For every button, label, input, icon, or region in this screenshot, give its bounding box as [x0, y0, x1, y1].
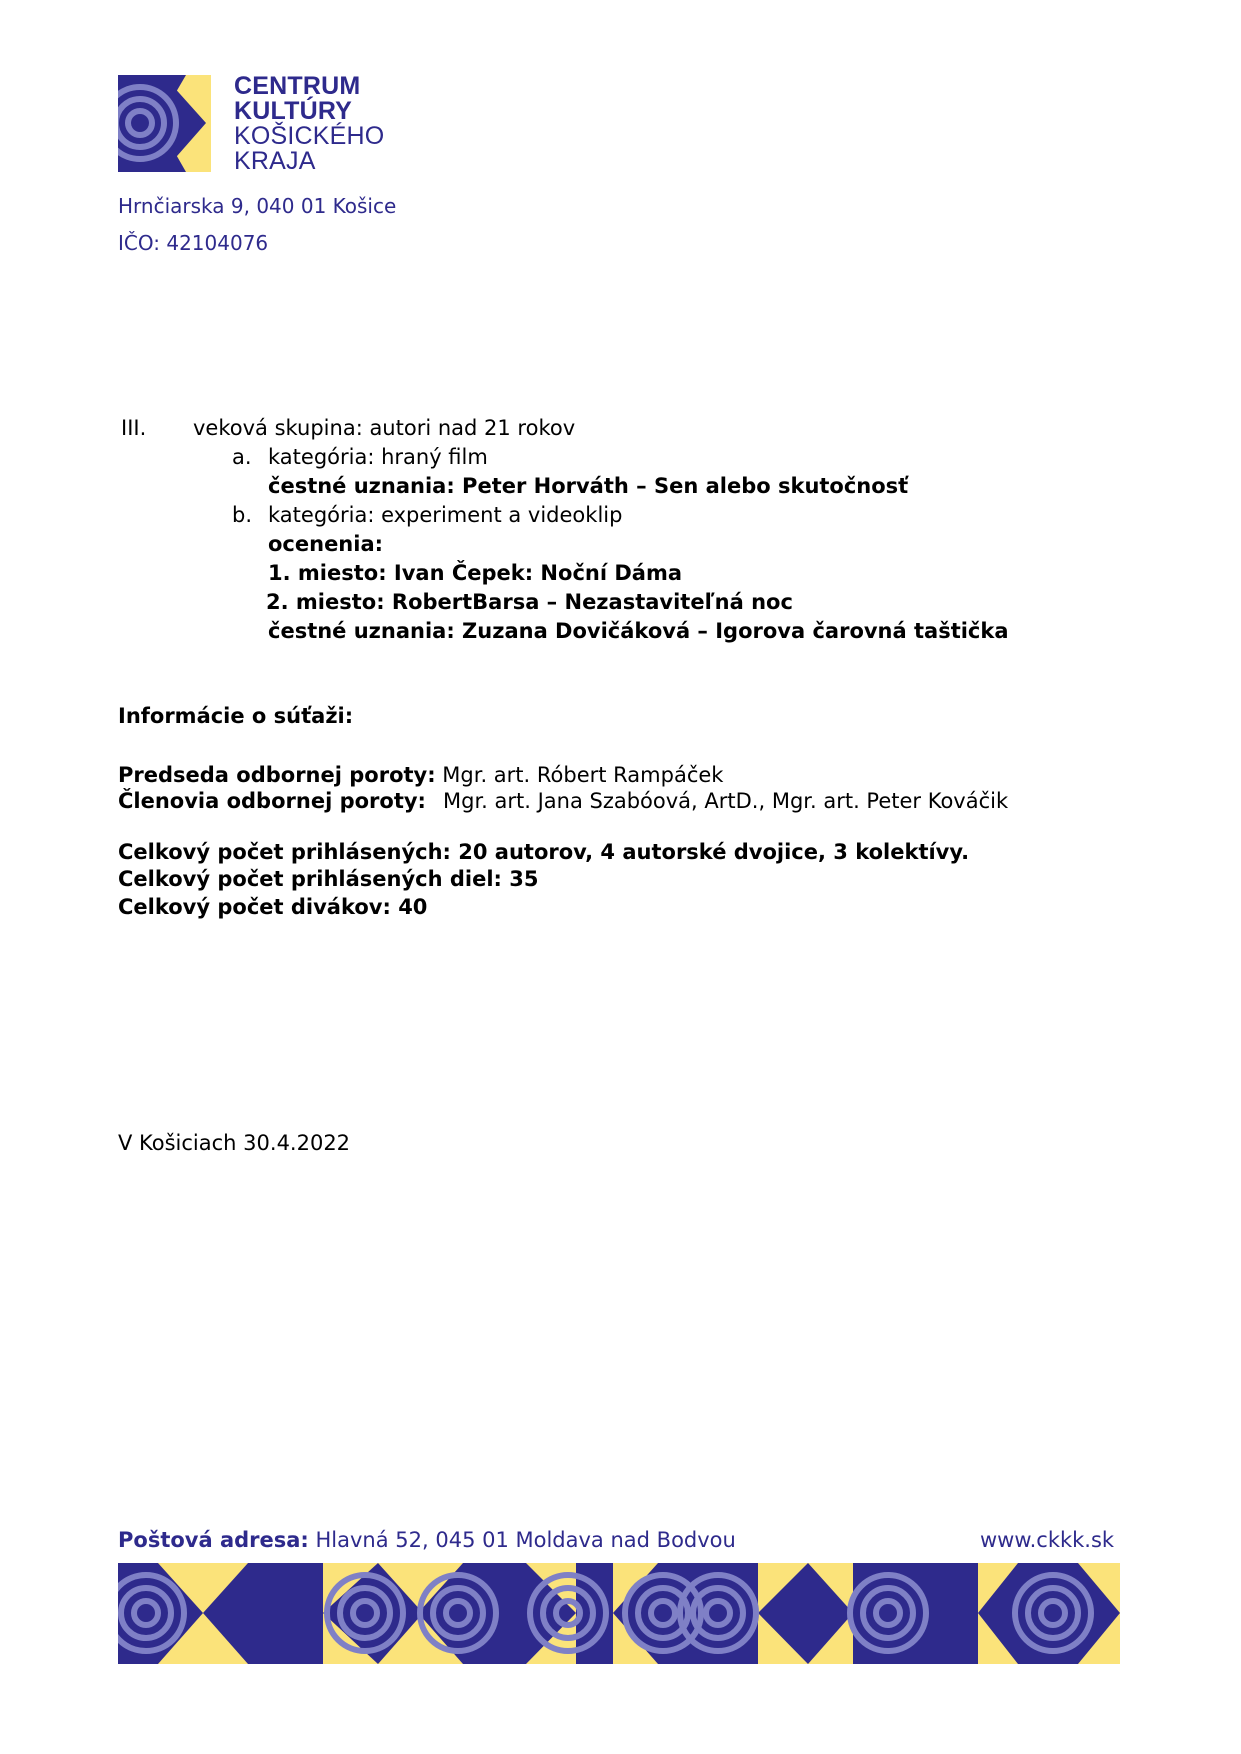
category-b-awards-label: ocenenia: — [268, 532, 384, 556]
jury-chair-label: Predseda odbornej poroty: — [118, 763, 436, 787]
footer-postal — [118, 1528, 736, 1552]
footer-postal-label: Poštová adresa: — [118, 1528, 309, 1552]
category-b-first-place: 1. miesto: Ivan Čepek: Noční Dáma — [268, 561, 683, 585]
category-a-letter: a. — [232, 445, 252, 469]
logo-line-3: KOŠICKÉHO — [234, 122, 385, 150]
total-viewers: Celkový počet divákov: 40 — [118, 895, 428, 919]
logo-line-4: KRAJA — [234, 147, 316, 175]
footer-pattern-icon — [118, 1563, 1120, 1664]
category-a-honor: čestné uznania: Peter Horváth – Sen alebo skutočnosť — [268, 474, 909, 498]
date-line: V Košiciach 30.4.2022 — [118, 1131, 351, 1155]
logo-line-2: KULTÚRY — [234, 97, 353, 125]
logo-mark-icon — [118, 75, 211, 172]
info-heading: Informácie o súťaži: — [118, 704, 354, 728]
category-b-honor: čestné uznania: Zuzana Dovičáková – Igorova čarovná taštička — [268, 619, 1009, 643]
category-b-second-place: 2. miesto: RobertBarsa – Nezastaviteľná noc — [266, 590, 793, 614]
jury-chair-value: Mgr. art. Róbert Rampáček — [435, 763, 724, 787]
logo-line-1: CENTRUM — [234, 72, 361, 100]
jury-members-label: Členovia odbornej poroty: — [118, 789, 426, 813]
category-b-label: kategória: experiment a videoklip — [268, 503, 623, 527]
category-b-letter: b. — [232, 503, 253, 527]
logo-wordmark — [234, 74, 384, 174]
header-address: Hrnčiarska 9, 040 01 Košice — [118, 194, 397, 218]
jury-members-value: Mgr. art. Jana Szabóová, ArtD., Mgr. art. Peter Kováčik — [443, 789, 1009, 813]
total-works: Celkový počet prihlásených diel: 35 — [118, 867, 539, 891]
section-group: veková skupina: autori nad 21 rokov — [193, 416, 576, 440]
total-registered: Celkový počet prihlásených: 20 autorov, 4 autorské dvojice, 3 kolektívy. — [118, 840, 970, 864]
jury-chair-line — [118, 761, 723, 790]
footer-website: www.ckkk.sk — [980, 1528, 1115, 1552]
section-numeral: III. — [121, 416, 147, 440]
category-a-label: kategória: hraný film — [268, 445, 488, 469]
footer-postal-value: Hlavná 52, 045 01 Moldava nad Bodvou — [308, 1528, 736, 1552]
header-ico: IČO: 42104076 — [118, 231, 269, 255]
